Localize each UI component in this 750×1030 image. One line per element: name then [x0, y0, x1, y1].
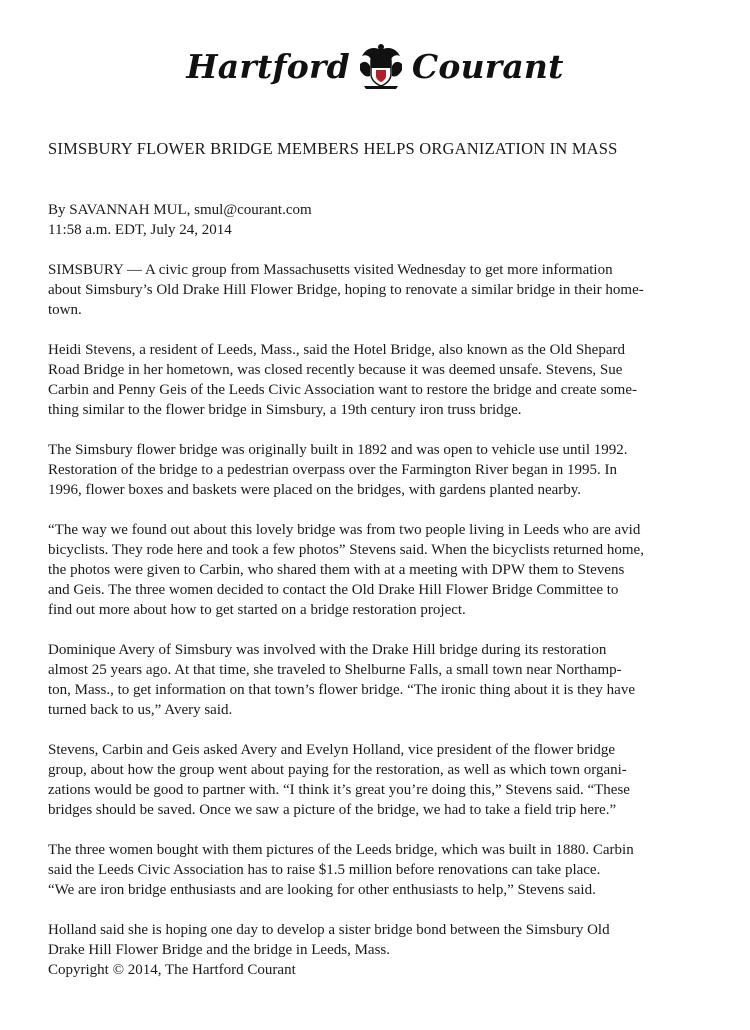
masthead-left-word: Hartford	[186, 46, 350, 86]
paragraph-line: zations would be good to partner with. “I think it’s great you’re doing this,” Stevens said. “These	[48, 782, 630, 798]
paragraph-line: The three women bought with them pictures of the Leeds bridge, which was built in 1880. Carbin	[48, 842, 634, 858]
article-paragraph	[48, 740, 700, 820]
paragraph-line: The Simsbury flower bridge was originally built in 1892 and was open to vehicle use until 1992.	[48, 442, 628, 458]
paragraph-line: group, about how the group went about paying for the restoration, as well as which town organi-	[48, 762, 627, 778]
paragraph-line: bridges should be saved. Once we saw a picture of the bridge, we had to take a field trip here.”	[48, 802, 617, 818]
byline-block	[48, 200, 708, 240]
article-paragraph	[48, 260, 700, 320]
paragraph-line: Heidi Stevens, a resident of Leeds, Mass., said the Hotel Bridge, also known as the Old Shepard	[48, 342, 625, 358]
copyright-notice: Copyright © 2014, The Hartford Courant	[48, 962, 296, 978]
paragraph-line: “The way we found out about this lovely bridge was from two people living in Leeds who are avid	[48, 522, 641, 538]
article-paragraph	[48, 920, 700, 960]
paragraph-line: Carbin and Penny Geis of the Leeds Civic Association want to restore the bridge and create some-	[48, 382, 637, 398]
coat-of-arms-icon	[358, 42, 404, 90]
article-paragraph	[48, 840, 700, 900]
paragraph-line: almost 25 years ago. At that time, she traveled to Shelburne Falls, a small town near Northamp-	[48, 662, 622, 678]
paragraph-line: Stevens, Carbin and Geis asked Avery and Evelyn Holland, vice president of the flower bridge	[48, 742, 616, 758]
paragraph-line: find out more about how to get started on a bridge restoration project.	[48, 602, 466, 618]
paragraph-line: turned back to us,” Avery said.	[48, 702, 233, 718]
paragraph-line: and Geis. The three women decided to contact the Old Drake Hill Flower Bridge Committee to	[48, 582, 619, 598]
paragraph-line: the photos were given to Carbin, who shared them with at a meeting with DPW them to Stevens	[48, 562, 625, 578]
article-paragraph	[48, 440, 700, 500]
paragraph-line: Holland said she is hoping one day to develop a sister bridge bond between the Simsbury Old	[48, 922, 610, 938]
masthead	[0, 40, 750, 92]
paragraph-line: SIMSBURY — A civic group from Massachusetts visited Wednesday to get more information	[48, 262, 613, 278]
masthead-right-word: Courant	[411, 46, 564, 86]
paragraph-line: Road Bridge in her hometown, was closed recently because it was deemed unsafe. Stevens, Sue	[48, 362, 623, 378]
paragraph-line: 1996, flower boxes and baskets were placed on the bridges, with gardens planted nearby.	[48, 482, 582, 498]
article-paragraph	[48, 520, 700, 620]
paragraph-line: Dominique Avery of Simsbury was involved with the Drake Hill bridge during its restoration	[48, 642, 607, 658]
paragraph-line: “We are iron bridge enthusiasts and are looking for other enthusiasts to help,” Stevens said.	[48, 882, 596, 898]
article-body	[48, 260, 700, 980]
article-paragraph	[48, 640, 700, 720]
paragraph-line: about Simsbury’s Old Drake Hill Flower Bridge, hoping to renovate a similar bridge in their home-	[48, 282, 644, 298]
paragraph-line: Restoration of the bridge to a pedestrian overpass over the Farmington River began in 1995. In	[48, 462, 618, 478]
paragraph-line: thing similar to the flower bridge in Simsbury, a 19th century iron truss bridge.	[48, 402, 522, 418]
paragraph-line: Drake Hill Flower Bridge and the bridge in Leeds, Mass.	[48, 942, 391, 958]
paragraph-line: ton, Mass., to get information on that town’s flower bridge. “The ironic thing about it is they have	[48, 682, 635, 698]
paragraph-line: town.	[48, 302, 82, 318]
article-headline: SIMSBURY FLOWER BRIDGE MEMBERS HELPS ORGANIZATION IN MASS	[48, 139, 618, 158]
paragraph-line: bicyclists. They rode here and took a few photos” Stevens said. When the bicyclists returned home,	[48, 542, 644, 558]
article-paragraph	[48, 340, 700, 420]
paragraph-line: said the Leeds Civic Association has to raise $1.5 million before renovations can take place.	[48, 862, 601, 878]
timestamp: 11:58 a.m. EDT, July 24, 2014	[48, 222, 232, 238]
byline: By SAVANNAH MUL, smul@courant.com	[48, 202, 312, 218]
